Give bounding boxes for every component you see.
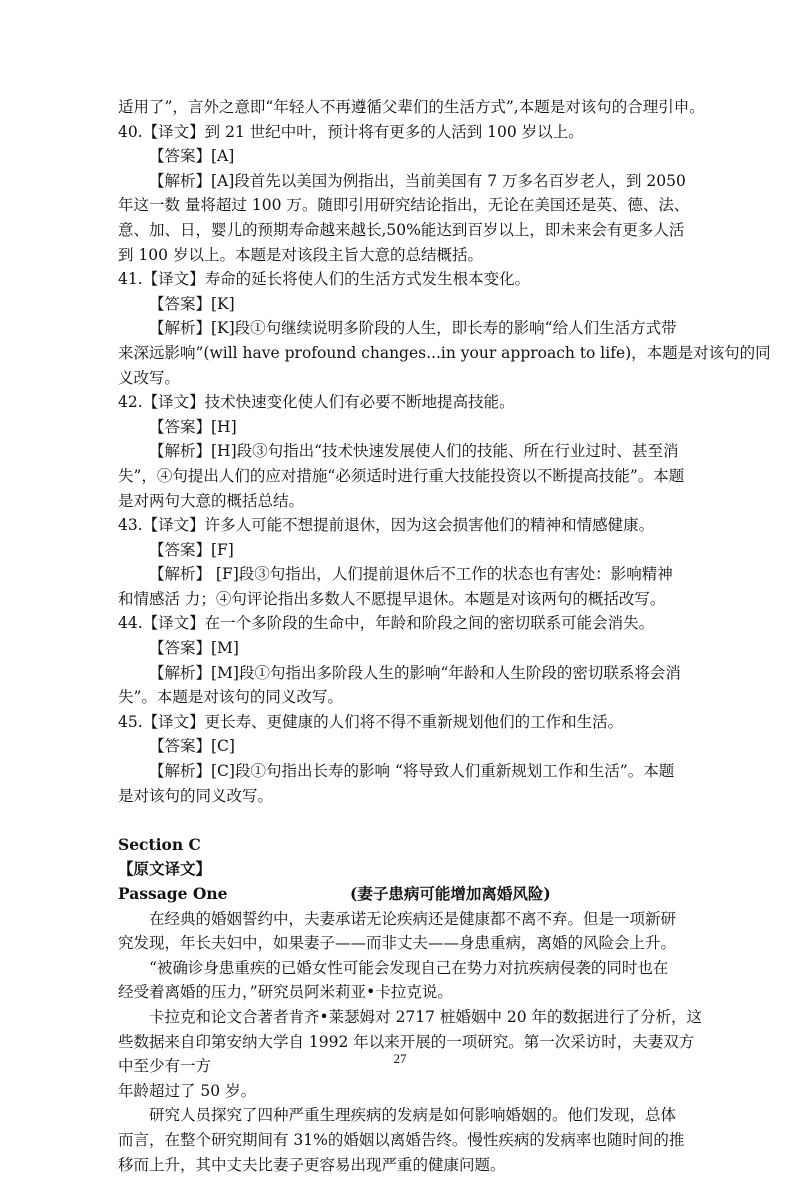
q45-analysis-cont: 是对该句的同义改写。 bbox=[118, 786, 274, 805]
section-heading: Section C bbox=[118, 834, 201, 854]
q43-translation: 43.【译文】许多人可能不想提前退休，因为这会损害他们的精神和情感健康。 bbox=[118, 516, 655, 535]
body-line: 适用了”，言外之意即“年轻人不再遵循父辈们的生活方式”,本题是对该句的合理引申。 bbox=[118, 98, 705, 116]
q43-analysis-cont: 和情感活 力；④句评论指出多数人不愿提早退休。本题是对该两句的概括改写。 bbox=[118, 589, 666, 608]
q40-analysis: 【解析】[A]段首先以美国为例指出，当前美国有 7 万多名百岁老人，到 2050 bbox=[149, 171, 686, 190]
q43-analysis: 【解析】 [F]段③句指出，人们提前退休后不工作的状态也有害处：影响精神 bbox=[149, 565, 673, 584]
q41-analysis-cont: 义改写。 bbox=[118, 368, 181, 387]
passage-paragraph-cont: 些数据来自印第安纳大学自 1992 年以来开展的一项研究。第一次采访时，夫妻双方 bbox=[118, 1032, 695, 1051]
q40-translation: 40.【译文】到 21 世纪中叶，预计将有更多的人活到 100 岁以上。 bbox=[118, 122, 584, 141]
q42-analysis: 【解析】[H]段③句指出“技术快速发展使人们的技能、所在行业过时、甚至消 bbox=[149, 442, 679, 461]
passage-paragraph: 研究人员探究了四种严重生理疾病的发病是如何影响婚姻的。他们发现，总体 bbox=[149, 1106, 677, 1125]
passage-paragraph: “被确诊身患重疾的已婚女性可能会发现自己在势力对抗疾病侵袭的同时也在 bbox=[149, 958, 669, 977]
passage-paragraph-cont: 经受着离婚的压力，”研究员阿米莉亚•卡拉克说。 bbox=[118, 983, 453, 1002]
q42-answer: 【答案】[H] bbox=[149, 417, 237, 436]
translation-label: 【原文译文】 bbox=[118, 859, 212, 879]
page-number: 27 bbox=[393, 1051, 407, 1066]
q42-analysis-cont: 失”，④句提出人们的应对措施“必须适时进行重大技能投资以不断提高技能”。本题 bbox=[118, 466, 685, 485]
passage-paragraph-cont: 而言，在整个研究期间有 31%的婚姻以离婚告终。慢性疾病的发病率也随时间的推 bbox=[118, 1130, 685, 1149]
q40-analysis-cont: 年这一数 量将超过 100 万。随即引用研究结论指出，无论在美国还是英、德、法、 bbox=[118, 196, 690, 215]
passage-paragraph-cont: 中至少有一方 bbox=[118, 1057, 212, 1076]
q41-answer: 【答案】[K] bbox=[149, 294, 235, 313]
passage-paragraph-cont: 移而上升，其中丈夫比妻子更容易出现严重的健康问题。 bbox=[118, 1155, 506, 1174]
q42-translation: 42.【译文】技术快速变化使人们有必要不断地提高技能。 bbox=[118, 393, 515, 412]
q44-answer: 【答案】[M] bbox=[149, 639, 239, 658]
passage-name: Passage One bbox=[118, 884, 228, 903]
passage-title: (妻子患病可能增加离婚风险) bbox=[350, 884, 551, 903]
q43-answer: 【答案】[F] bbox=[149, 540, 234, 559]
page-content bbox=[118, 95, 771, 1177]
q45-analysis: 【解析】[C]段①句指出长寿的影响 “将导致人们重新规划工作和生活”。本题 bbox=[149, 762, 675, 781]
passage-paragraph: 在经典的婚姻誓约中，夫妻承诺无论疾病还是健康都不离不弃。但是一项新研 bbox=[149, 909, 677, 928]
q41-translation: 41.【译文】寿命的延长将使人们的生活方式发生根本变化。 bbox=[118, 270, 531, 289]
q44-analysis-cont: 失”。本题是对该句的同义改写。 bbox=[118, 688, 343, 707]
q40-analysis-cont: 意、加、日，婴儿的预期寿命越来越长,50%能达到百岁以上，即未来会有更多人活 bbox=[118, 220, 685, 239]
passage-paragraph: 卡拉克和论文合著者肯齐•莱瑟姆对 2717 桩婚姻中 20 年的数据进行了分析，这 bbox=[149, 1007, 703, 1026]
section-spacer bbox=[118, 808, 684, 833]
q40-analysis-cont: 到 100 岁以上。本题是对该段主旨大意的总结概括。 bbox=[118, 245, 483, 264]
passage-heading bbox=[118, 882, 684, 907]
q41-analysis: 【解析】[K]段①句继续说明多阶段的人生，即长寿的影响“给人们生活方式带 bbox=[149, 319, 677, 338]
q42-analysis-cont: 是对两句大意的概括总结。 bbox=[118, 491, 305, 510]
q41-analysis-cont: 来深远影响”(will have profound changes...in your approach to life)，本题是对该句的同 bbox=[118, 343, 771, 362]
passage-paragraph-cont: 究发现，年长夫妇中，如果妻子——而非丈夫——身患重病，离婚的风险会上升。 bbox=[118, 934, 677, 953]
passage-paragraph-cont: 年龄超过了 50 岁。 bbox=[118, 1081, 257, 1100]
q40-answer: 【答案】[A] bbox=[149, 147, 235, 166]
q44-analysis: 【解析】[M]段①句指出多阶段人生的影响“年龄和人生阶段的密切联系将会消 bbox=[149, 663, 681, 682]
q44-translation: 44.【译文】在一个多阶段的生命中，年龄和阶段之间的密切联系可能会消失。 bbox=[118, 614, 655, 633]
q45-answer: 【答案】[C] bbox=[149, 737, 235, 756]
q45-translation: 45.【译文】更长寿、更健康的人们将不得不重新规划他们的工作和生活。 bbox=[118, 712, 624, 731]
